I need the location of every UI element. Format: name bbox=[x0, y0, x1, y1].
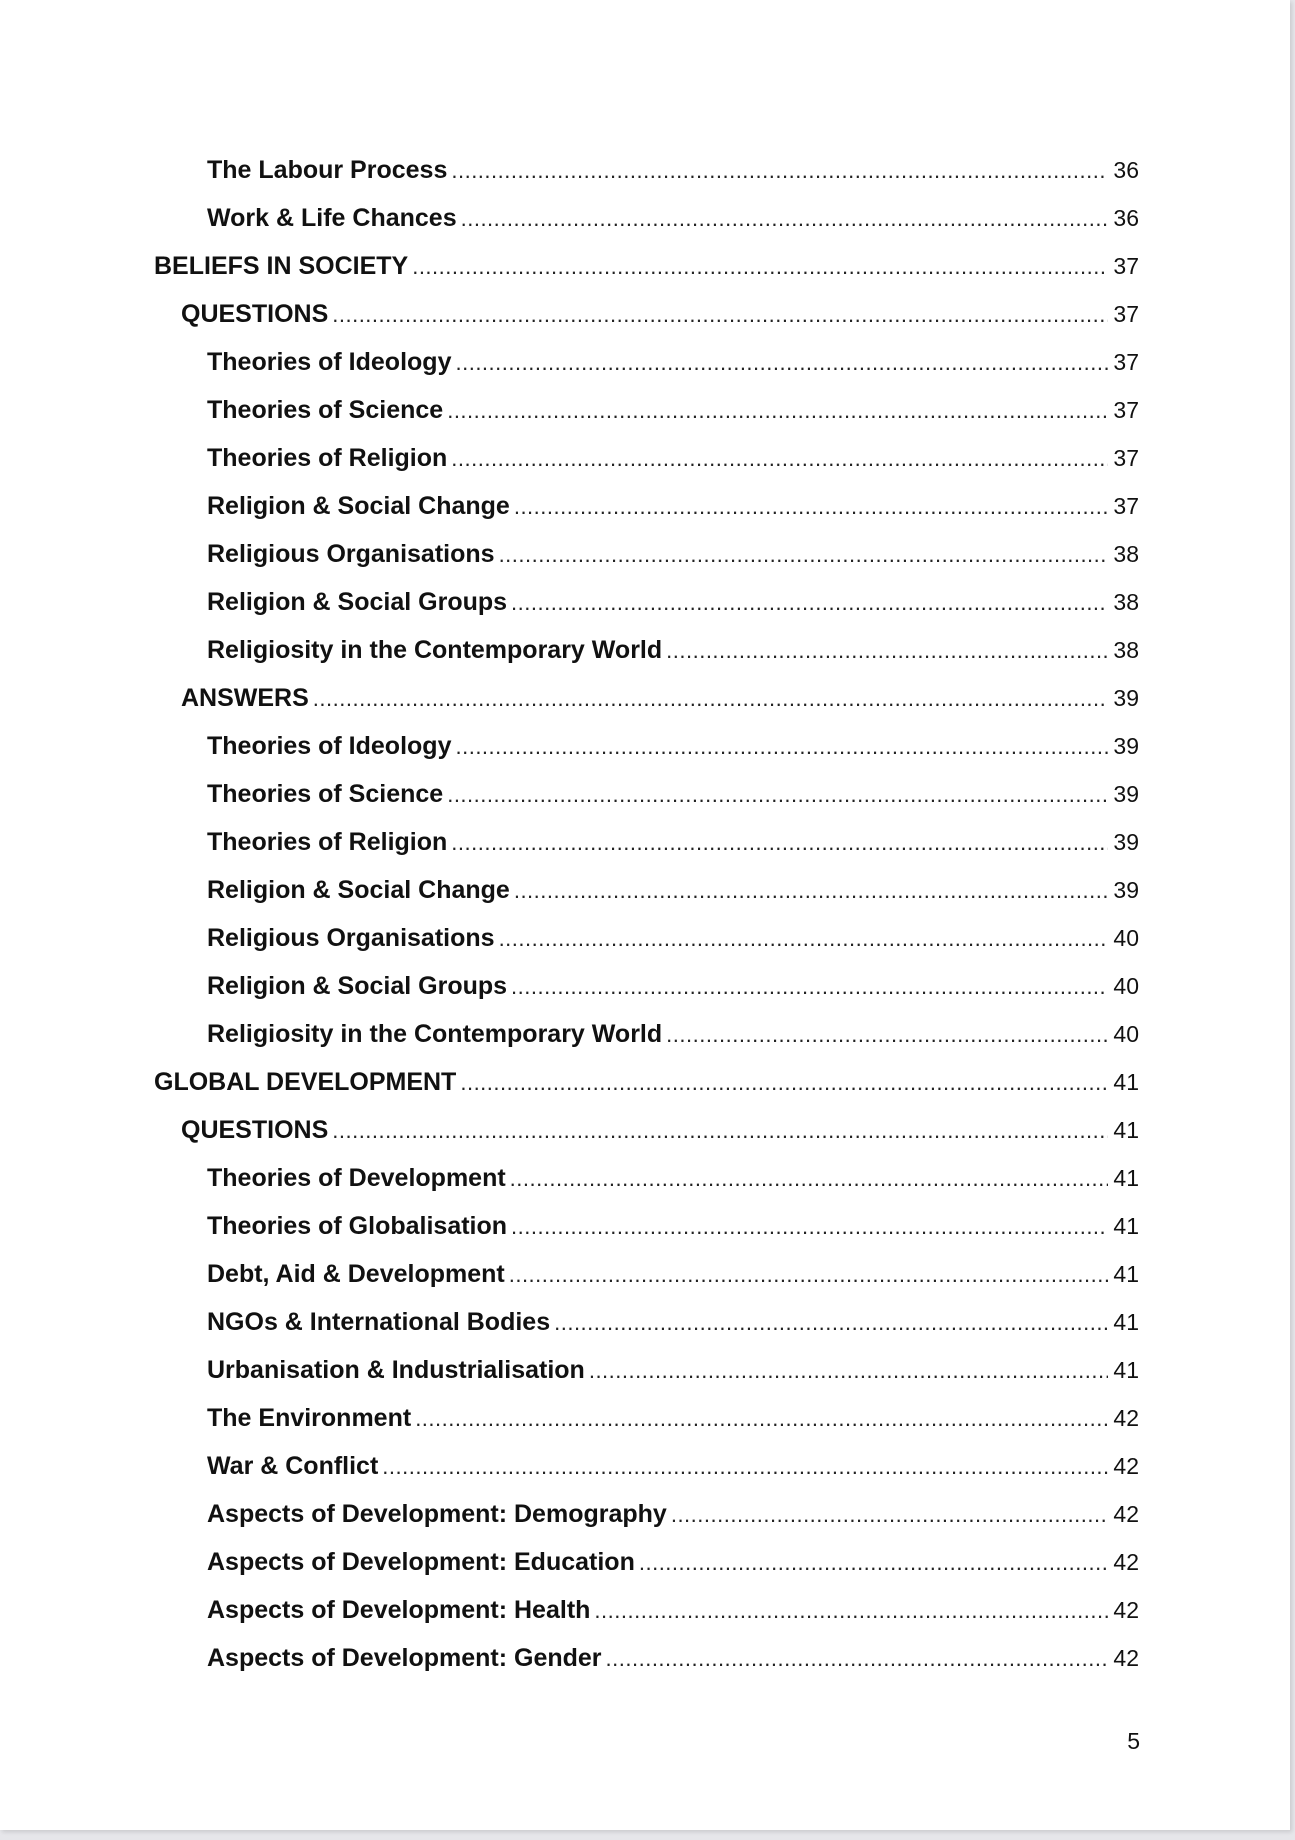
toc-entry[interactable] bbox=[154, 914, 1139, 962]
toc-entry[interactable] bbox=[154, 1490, 1139, 1538]
toc-entry-title: Work & Life Chances bbox=[207, 204, 457, 232]
toc-dot-leader bbox=[511, 1203, 1108, 1251]
toc-entry[interactable] bbox=[154, 1442, 1139, 1490]
toc-entry-page: 37 bbox=[1113, 397, 1139, 423]
toc-entry[interactable] bbox=[154, 866, 1139, 914]
toc-entry[interactable] bbox=[154, 530, 1139, 578]
toc-entry[interactable] bbox=[154, 722, 1139, 770]
toc-entry-page: 41 bbox=[1113, 1261, 1139, 1287]
toc-entry-page: 39 bbox=[1113, 781, 1139, 807]
toc-entry-title: Religion & Social Groups bbox=[207, 588, 508, 616]
toc-entry[interactable] bbox=[154, 626, 1139, 674]
toc-dot-leader bbox=[499, 531, 1108, 579]
toc-entry-title: QUESTIONS bbox=[181, 300, 329, 328]
toc-entry-page: 41 bbox=[1113, 1069, 1139, 1095]
toc-entry-title: Theories of Development bbox=[207, 1164, 506, 1192]
toc-entry-page: 37 bbox=[1113, 253, 1139, 279]
toc-entry[interactable] bbox=[154, 1154, 1139, 1202]
toc-entry[interactable] bbox=[154, 1634, 1139, 1682]
toc-entry-title: Debt, Aid & Development bbox=[207, 1260, 505, 1288]
toc-entry-page: 38 bbox=[1113, 637, 1139, 663]
toc-entry[interactable] bbox=[154, 1346, 1139, 1394]
toc-dot-leader bbox=[510, 1155, 1108, 1203]
toc-entry[interactable] bbox=[154, 194, 1139, 242]
toc-entry[interactable] bbox=[154, 242, 1139, 290]
toc-entry-page: 42 bbox=[1113, 1549, 1139, 1575]
toc-dot-leader bbox=[589, 1347, 1108, 1395]
toc-entry-title: Religious Organisations bbox=[207, 540, 495, 568]
toc-dot-leader bbox=[671, 1491, 1108, 1539]
toc-dot-leader bbox=[606, 1635, 1108, 1683]
toc-entry[interactable] bbox=[154, 1586, 1139, 1634]
toc-dot-leader bbox=[511, 963, 1108, 1011]
toc-entry-page: 41 bbox=[1113, 1357, 1139, 1383]
toc-dot-leader bbox=[332, 1107, 1108, 1155]
toc-entry-page: 42 bbox=[1113, 1453, 1139, 1479]
toc-entry[interactable] bbox=[154, 1106, 1139, 1154]
toc-entry-title: NGOs & International Bodies bbox=[207, 1308, 551, 1336]
toc-entry-page: 39 bbox=[1113, 685, 1139, 711]
toc-dot-leader bbox=[554, 1299, 1108, 1347]
toc-entry-title: Religion & Social Change bbox=[207, 492, 510, 520]
toc-entry-page: 41 bbox=[1113, 1165, 1139, 1191]
toc-entry-title: Religion & Social Groups bbox=[207, 972, 508, 1000]
toc-entry-title: Aspects of Development: Education bbox=[207, 1548, 635, 1576]
toc-entry-page: 39 bbox=[1113, 829, 1139, 855]
toc-dot-leader bbox=[382, 1443, 1108, 1491]
toc-entry[interactable] bbox=[154, 1394, 1139, 1442]
toc-entry[interactable] bbox=[154, 1298, 1139, 1346]
toc-dot-leader bbox=[412, 243, 1108, 291]
toc-dot-leader bbox=[511, 579, 1108, 627]
toc-entry-page: 38 bbox=[1113, 589, 1139, 615]
toc-dot-leader bbox=[460, 1059, 1108, 1107]
toc-entry-title: QUESTIONS bbox=[181, 1116, 329, 1144]
toc-entry-page: 42 bbox=[1113, 1501, 1139, 1527]
toc-entry-page: 40 bbox=[1113, 1021, 1139, 1047]
toc-entry-page: 41 bbox=[1113, 1117, 1139, 1143]
toc-entry-title: The Labour Process bbox=[207, 156, 448, 184]
toc-entry[interactable] bbox=[154, 578, 1139, 626]
toc-dot-leader bbox=[451, 819, 1108, 867]
toc-entry-title: Aspects of Development: Gender bbox=[207, 1644, 602, 1672]
toc-entry-title: ANSWERS bbox=[181, 684, 309, 712]
toc-entry-page: 36 bbox=[1113, 205, 1139, 231]
toc-dot-leader bbox=[451, 435, 1108, 483]
toc-dot-leader bbox=[451, 147, 1108, 195]
toc-dot-leader bbox=[415, 1395, 1108, 1443]
toc-entry-title: Theories of Globalisation bbox=[207, 1212, 508, 1240]
toc-entry-page: 41 bbox=[1113, 1309, 1139, 1335]
toc-entry-title: BELIEFS IN SOCIETY bbox=[154, 252, 409, 280]
toc-entry-page: 41 bbox=[1113, 1213, 1139, 1239]
toc-entry-title: Aspects of Development: Demography bbox=[207, 1500, 667, 1528]
toc-dot-leader bbox=[666, 1011, 1108, 1059]
toc-entry[interactable] bbox=[154, 434, 1139, 482]
table-of-contents bbox=[154, 146, 1139, 1682]
toc-dot-leader bbox=[514, 867, 1108, 915]
toc-entry[interactable] bbox=[154, 386, 1139, 434]
toc-entry-title: Religious Organisations bbox=[207, 924, 495, 952]
toc-dot-leader bbox=[447, 771, 1108, 819]
toc-entry-title: Theories of Science bbox=[207, 780, 444, 808]
toc-dot-leader bbox=[455, 723, 1108, 771]
toc-entry-title: Aspects of Development: Health bbox=[207, 1596, 591, 1624]
toc-entry[interactable] bbox=[154, 338, 1139, 386]
toc-dot-leader bbox=[461, 195, 1108, 243]
toc-dot-leader bbox=[313, 675, 1108, 723]
toc-entry-page: 37 bbox=[1113, 349, 1139, 375]
toc-entry[interactable] bbox=[154, 962, 1139, 1010]
toc-dot-leader bbox=[639, 1539, 1108, 1587]
toc-entry-title: The Environment bbox=[207, 1404, 412, 1432]
toc-entry-page: 37 bbox=[1113, 493, 1139, 519]
toc-entry-title: Theories of Ideology bbox=[207, 348, 452, 376]
toc-entry[interactable] bbox=[154, 1538, 1139, 1586]
toc-dot-leader bbox=[509, 1251, 1108, 1299]
toc-entry[interactable] bbox=[154, 1058, 1139, 1106]
toc-entry-title: Religion & Social Change bbox=[207, 876, 510, 904]
toc-entry-page: 39 bbox=[1113, 733, 1139, 759]
toc-entry-page: 36 bbox=[1113, 157, 1139, 183]
toc-entry-title: Theories of Religion bbox=[207, 444, 448, 472]
toc-dot-leader bbox=[332, 291, 1108, 339]
toc-entry-page: 40 bbox=[1113, 973, 1139, 999]
toc-entry[interactable] bbox=[154, 482, 1139, 530]
toc-entry-page: 37 bbox=[1113, 445, 1139, 471]
toc-entry-page: 40 bbox=[1113, 925, 1139, 951]
toc-dot-leader bbox=[455, 339, 1108, 387]
toc-entry-page: 37 bbox=[1113, 301, 1139, 327]
toc-entry-title: Theories of Religion bbox=[207, 828, 448, 856]
toc-entry-page: 42 bbox=[1113, 1405, 1139, 1431]
page-number: 5 bbox=[1127, 1728, 1140, 1754]
toc-entry[interactable] bbox=[154, 146, 1139, 194]
toc-entry-page: 42 bbox=[1113, 1597, 1139, 1623]
toc-entry-title: GLOBAL DEVELOPMENT bbox=[154, 1068, 457, 1096]
toc-entry[interactable] bbox=[154, 1202, 1139, 1250]
toc-entry-title: Urbanisation & Industrialisation bbox=[207, 1356, 585, 1384]
toc-entry-title: Religiosity in the Contemporary World bbox=[207, 636, 663, 664]
toc-entry[interactable] bbox=[154, 674, 1139, 722]
toc-entry-title: Theories of Ideology bbox=[207, 732, 452, 760]
toc-entry[interactable] bbox=[154, 1010, 1139, 1058]
toc-entry[interactable] bbox=[154, 818, 1139, 866]
toc-entry-title: War & Conflict bbox=[207, 1452, 379, 1480]
toc-entry-page: 39 bbox=[1113, 877, 1139, 903]
toc-dot-leader bbox=[499, 915, 1108, 963]
toc-entry[interactable] bbox=[154, 290, 1139, 338]
toc-entry[interactable] bbox=[154, 770, 1139, 818]
toc-entry-title: Religiosity in the Contemporary World bbox=[207, 1020, 663, 1048]
toc-dot-leader bbox=[514, 483, 1108, 531]
toc-dot-leader bbox=[447, 387, 1108, 435]
toc-entry-page: 38 bbox=[1113, 541, 1139, 567]
toc-dot-leader bbox=[666, 627, 1108, 675]
toc-entry-page: 42 bbox=[1113, 1645, 1139, 1671]
toc-entry[interactable] bbox=[154, 1250, 1139, 1298]
toc-dot-leader bbox=[594, 1587, 1108, 1635]
toc-entry-title: Theories of Science bbox=[207, 396, 444, 424]
